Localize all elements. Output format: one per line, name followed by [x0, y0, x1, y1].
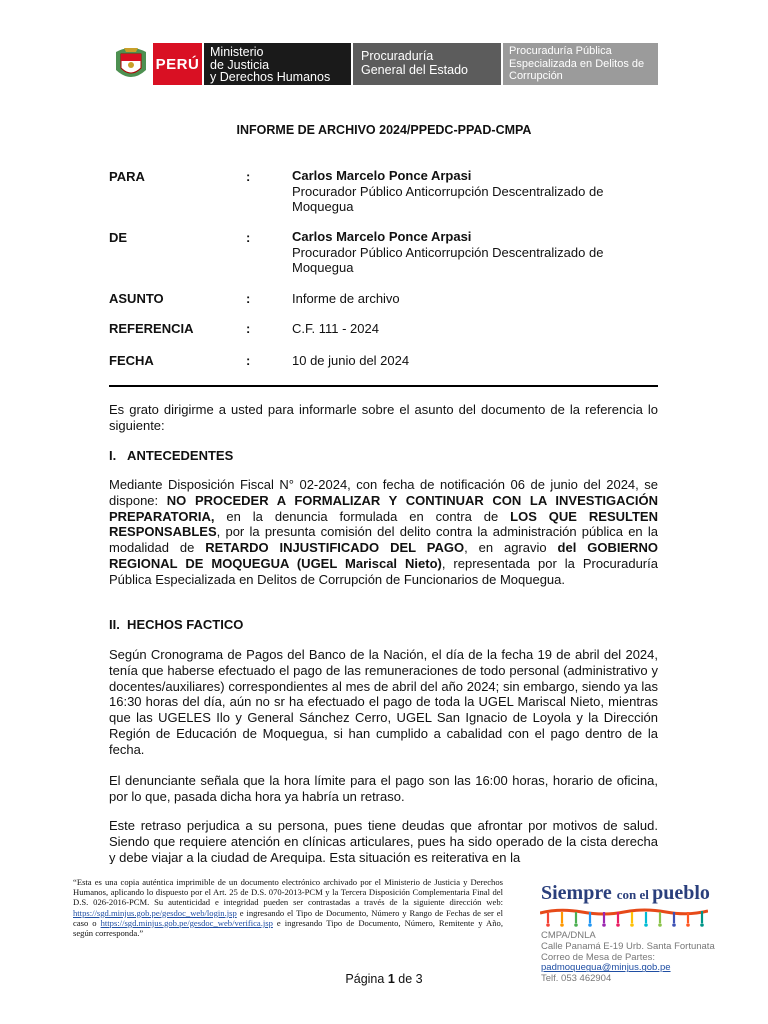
notice-text-3: e ingresando Tipo de Documento, Número, Remitente y Año, según corresponda.”: [73, 917, 503, 939]
contact-address: Calle Panamá E-19 Urb. Santa Fortunata: [541, 940, 715, 952]
page-current: 1: [387, 972, 395, 986]
special-line-3: Corrupción: [509, 70, 563, 82]
asunto-value: Informe de archivo: [292, 291, 400, 306]
antecedentes-text-3: , por la presunta comisión del delito contra la administración pública en la modalidad de: [109, 524, 658, 556]
procuraduria-block: [353, 43, 501, 85]
hechos-paragraph-1: Según Cronograma de Pagos del Banco de la Nación, el día de la fecha 19 de abril del 2024, tenía que haberse efectuado el pago de las remuneraciones de todo personal (administrativo y docentes/auxiliares) correspondientes al mes de abril del año 2024; sin embargo, siendo ya las 16:30 horas del día, aún no sr ha efectuado el pago de toda la UGEL Mariscal Nieto, mientras que las UGELES Ilo y General Sánchez Cerro, UGEL San Ignacio de Loyola y la Dirección Región de Educación de Moquegua, si han cumplido a cabalidad con el pago dentro de la fecha.: [109, 647, 658, 757]
section-2-heading: II. HECHOS FACTICO: [109, 617, 244, 632]
peru-flag-badge: [153, 43, 202, 85]
de-colon: :: [246, 230, 251, 245]
special-line-2: Especializada en Delitos de: [509, 57, 645, 70]
ministry-line-1: Ministerio: [210, 45, 264, 59]
fecha-label: FECHA: [109, 353, 154, 368]
procuraduria-line-1: Procuraduría: [361, 49, 434, 63]
hechos-paragraph-3: Este retraso perjudica a su persona, pues tiene deudas que afrontar por motivos de salud. Siendo que requiere atención en clínicas articulares, pues ha sido operado de la cista derecha y debe viajar a la ciudad de Arequipa. Esta situación es reiterativa en la: [109, 818, 658, 864]
verify-link[interactable]: https://sgd.minjus.gob.pe/gesdoc_web/verifica.jsp: [100, 917, 273, 928]
para-role: Procurador Público Anticorrupción Descentralizado de Moquegua: [292, 183, 604, 214]
page-of: de: [394, 972, 416, 986]
referencia-colon: :: [246, 321, 251, 336]
flag-label: PERÚ: [155, 55, 200, 73]
de-role: Procurador Público Anticorrupción Descentralizado de Moquegua: [292, 244, 604, 275]
asunto-colon: :: [246, 291, 251, 306]
notice-text-1: “Esta es una copia auténtica imprimible de un documento electrónico archivado por el Ministerio de Justicia y Derechos Humanos, aplicando lo dispuesto por el Art. 25 de D.S. 070-2013-PCM y la Tercera Disposición Complementaria Final del D.S. 026-2016-PCM. Su autenticidad e integridad pueden ser contrastadas a través de la siguiente dirección web:: [73, 877, 503, 908]
slogan-word-1: Siempre: [541, 882, 617, 904]
antecedentes-bold-3: RETARDO INJUSTIFICADO DEL PAGO: [205, 540, 465, 556]
special-line-1: Procuraduría Pública: [509, 45, 612, 57]
divider-rule: [109, 385, 658, 387]
intro-paragraph: Es grato dirigirme a usted para informarle sobre el asunto del documento de la referencia lo siguiente:: [109, 402, 658, 433]
de-label: DE: [109, 230, 128, 245]
ministry-line-2: de Justicia: [210, 57, 270, 72]
contact-office: CMPA/DNLA: [541, 930, 596, 941]
de-value: [292, 229, 658, 276]
hechos-paragraph-2: El denunciante señala que la hora límite para el pago son las 16:00 horas, horario de oficina, por lo que, pasada dicha hora ya habría un retraso.: [109, 773, 658, 804]
antecedentes-text-2: en la denuncia formulada en contra de: [214, 508, 511, 524]
page-number: [0, 972, 768, 986]
page-word: Página: [345, 972, 388, 986]
asunto-label: ASUNTO: [109, 291, 164, 306]
special-procuraduria-block: [503, 43, 658, 85]
antecedentes-bold-4: del GOBIERNO REGIONAL DE MOQUEGUA (UGEL Mariscal Nieto): [109, 540, 659, 571]
antecedentes-paragraph: [109, 477, 658, 588]
para-value: [292, 168, 658, 215]
slogan: [541, 882, 710, 905]
peru-coat-of-arms-icon: [112, 42, 150, 86]
para-name: Carlos Marcelo Ponce Arpasi: [292, 168, 472, 183]
fecha-value: 10 de junio del 2024: [292, 353, 410, 368]
referencia-label: REFERENCIA: [109, 321, 194, 336]
procuraduria-line-2: General del Estado: [361, 63, 469, 77]
slogan-word-3: pueblo: [652, 882, 710, 904]
page-total: 3: [415, 972, 423, 986]
de-name: Carlos Marcelo Ponce Arpasi: [292, 229, 472, 244]
referencia-value: C.F. 111 - 2024: [292, 321, 379, 336]
antecedentes-text-1: Mediante Disposición Fiscal N° 02-2024, con fecha de notificación 06 de junio del 2024, se dispone:: [109, 477, 658, 508]
antecedentes-bold-2: LOS QUE RESULTEN RESPONSABLES: [109, 508, 658, 540]
section-1-heading: I. ANTECEDENTES: [109, 448, 234, 463]
para-label: PARA: [109, 169, 145, 184]
para-colon: :: [246, 169, 251, 184]
contact-email-link[interactable]: padmoquegua@minjus.gob.pe: [541, 962, 671, 974]
contact-mail-label: Correo de Mesa de Partes:: [541, 951, 656, 963]
ministry-block: [204, 43, 351, 85]
notice-text-2: e ingresando el Tipo de Documento, Número y Rango de Fechas de ser el caso o: [73, 907, 503, 928]
login-link[interactable]: https://sgd.minjus.gob.pe/gesdoc_web/login.jsp: [73, 907, 237, 918]
ministry-line-3: y Derechos Humanos: [210, 70, 331, 84]
people-ribbon-icon: [540, 905, 708, 927]
document-title: INFORME DE ARCHIVO 2024/PPEDC-PPAD-CMPA: [236, 123, 532, 137]
fecha-colon: :: [246, 353, 251, 368]
slogan-word-2: con el: [616, 887, 653, 902]
antecedentes-bold-1: NO PROCEDER A FORMALIZAR Y CONTINUAR CON LA INVESTIGACIÓN PREPARATORIA,: [109, 492, 658, 524]
authenticity-notice: [73, 877, 503, 938]
antecedentes-text-4: , en agravio: [464, 540, 558, 556]
antecedentes-text-5: , representada por la Procuraduría Pública Especializada en Delitos de Corrupción de Funcionarios de Moquegua.: [109, 555, 658, 587]
contact-phone: Telf. 053 462904: [541, 973, 612, 985]
